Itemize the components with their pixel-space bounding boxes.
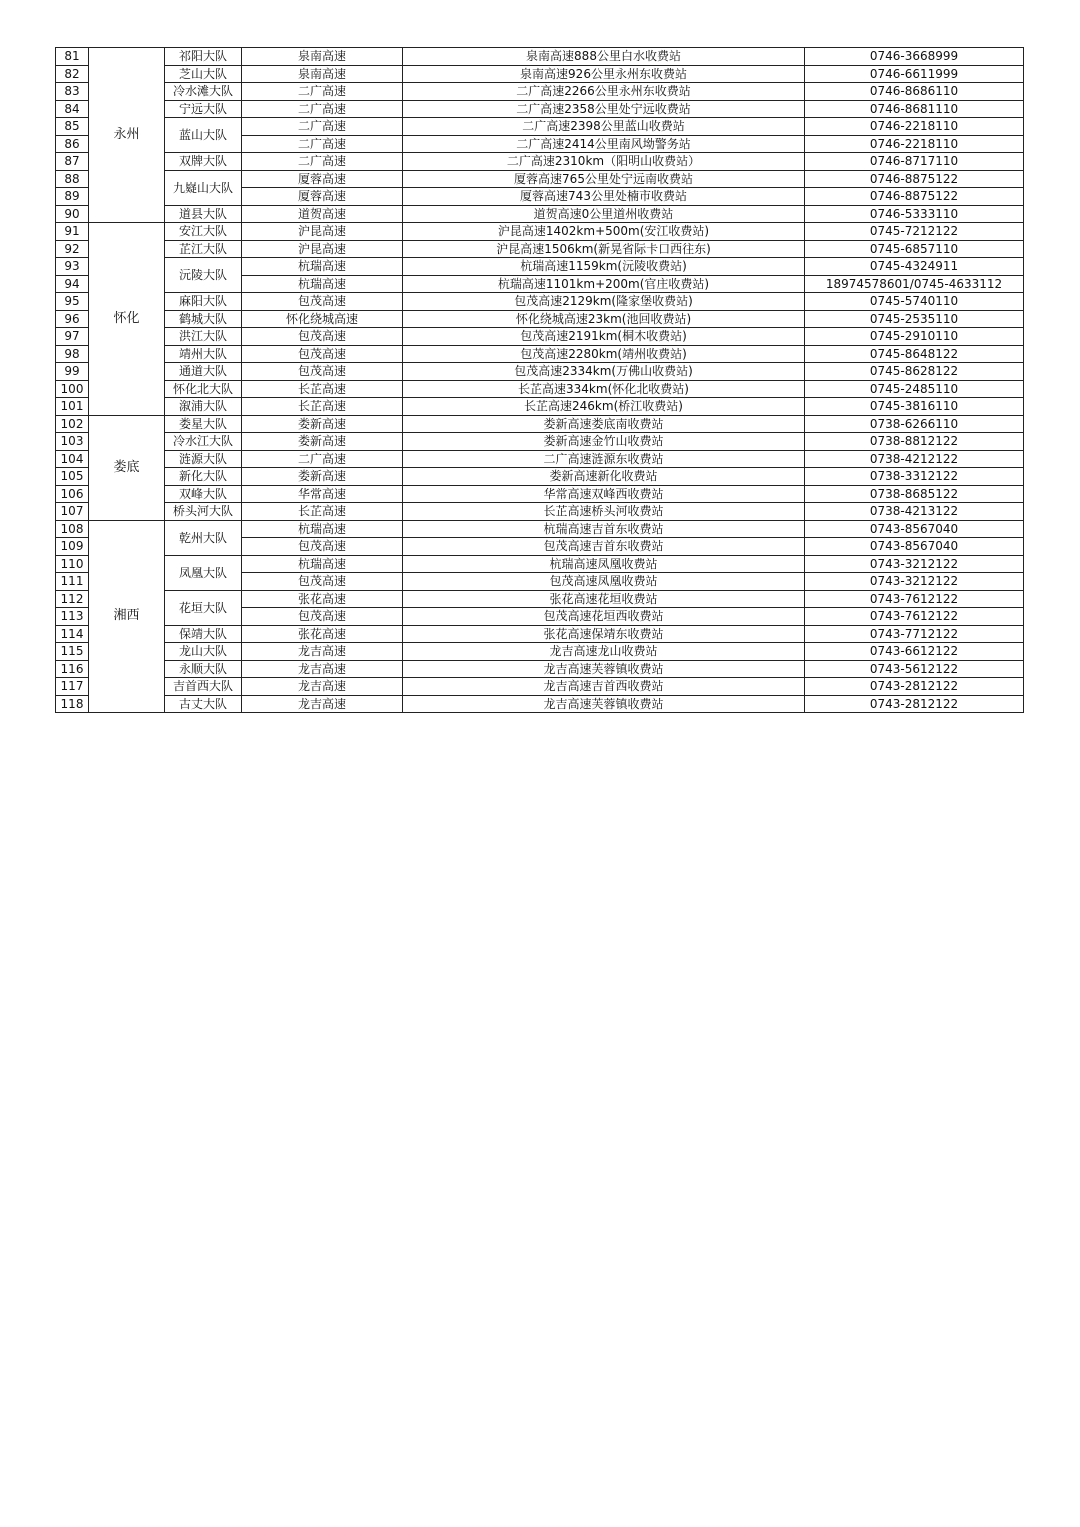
phone-cell: 0745-8648122 [805, 345, 1024, 363]
phone-cell: 0743-7712122 [805, 625, 1024, 643]
team-cell: 靖州大队 [165, 345, 242, 363]
row-number-cell: 111 [56, 573, 89, 591]
team-cell: 冷水江大队 [165, 433, 242, 451]
row-number-cell: 92 [56, 240, 89, 258]
phone-cell: 0745-2485110 [805, 380, 1024, 398]
contact-table [55, 47, 1024, 713]
highway-cell: 二广高速 [242, 135, 403, 153]
row-number-cell: 93 [56, 258, 89, 276]
location-cell: 杭瑞高速凤凰收费站 [403, 555, 805, 573]
team-cell: 麻阳大队 [165, 293, 242, 311]
highway-cell: 长芷高速 [242, 380, 403, 398]
location-cell: 二广高速2358公里处宁远收费站 [403, 100, 805, 118]
table-row [56, 380, 1024, 398]
location-cell: 长芷高速334km(怀化北收费站) [403, 380, 805, 398]
location-cell: 杭瑞高速1159km(沅陵收费站) [403, 258, 805, 276]
location-cell: 包茂高速2129km(隆家堡收费站) [403, 293, 805, 311]
location-cell: 二广高速2310km（阳明山收费站） [403, 153, 805, 171]
team-cell: 芝山大队 [165, 65, 242, 83]
table-row [56, 398, 1024, 416]
highway-cell: 张花高速 [242, 590, 403, 608]
phone-cell: 0743-3212122 [805, 573, 1024, 591]
highway-cell: 包茂高速 [242, 363, 403, 381]
team-cell: 乾州大队 [165, 520, 242, 555]
row-number-cell: 101 [56, 398, 89, 416]
team-cell: 祁阳大队 [165, 48, 242, 66]
team-cell: 溆浦大队 [165, 398, 242, 416]
team-cell: 冷水滩大队 [165, 83, 242, 101]
row-number-cell: 113 [56, 608, 89, 626]
phone-cell: 0745-6857110 [805, 240, 1024, 258]
location-cell: 杭瑞高速1101km+200m(官庄收费站) [403, 275, 805, 293]
contact-table-container [55, 47, 1024, 713]
phone-cell: 0746-8686110 [805, 83, 1024, 101]
table-row [56, 170, 1024, 188]
phone-cell: 0746-5333110 [805, 205, 1024, 223]
highway-cell: 包茂高速 [242, 345, 403, 363]
location-cell: 包茂高速凤凰收费站 [403, 573, 805, 591]
phone-cell: 0746-8681110 [805, 100, 1024, 118]
location-cell: 怀化绕城高速23km(池回收费站) [403, 310, 805, 328]
team-cell: 花垣大队 [165, 590, 242, 625]
row-number-cell: 84 [56, 100, 89, 118]
table-row [56, 293, 1024, 311]
location-cell: 张花高速花垣收费站 [403, 590, 805, 608]
highway-cell: 包茂高速 [242, 608, 403, 626]
table-row [56, 65, 1024, 83]
phone-cell: 0745-8628122 [805, 363, 1024, 381]
table-row [56, 363, 1024, 381]
team-cell: 洪江大队 [165, 328, 242, 346]
row-number-cell: 94 [56, 275, 89, 293]
phone-cell: 0738-8812122 [805, 433, 1024, 451]
phone-cell: 0745-7212122 [805, 223, 1024, 241]
team-cell: 娄星大队 [165, 415, 242, 433]
table-row [56, 468, 1024, 486]
table-row [56, 258, 1024, 276]
city-cell: 永州 [89, 48, 165, 223]
highway-cell: 二广高速 [242, 118, 403, 136]
team-cell: 保靖大队 [165, 625, 242, 643]
location-cell: 泉南高速888公里白水收费站 [403, 48, 805, 66]
row-number-cell: 114 [56, 625, 89, 643]
phone-cell: 0746-2218110 [805, 118, 1024, 136]
team-cell: 芷江大队 [165, 240, 242, 258]
location-cell: 二广高速2266公里永州东收费站 [403, 83, 805, 101]
highway-cell: 包茂高速 [242, 538, 403, 556]
highway-cell: 华常高速 [242, 485, 403, 503]
highway-cell: 龙吉高速 [242, 695, 403, 713]
highway-cell: 娄新高速 [242, 468, 403, 486]
table-row [56, 153, 1024, 171]
team-cell: 通道大队 [165, 363, 242, 381]
highway-cell: 长芷高速 [242, 398, 403, 416]
phone-cell: 0743-8567040 [805, 538, 1024, 556]
row-number-cell: 102 [56, 415, 89, 433]
phone-cell: 0743-5612122 [805, 660, 1024, 678]
row-number-cell: 91 [56, 223, 89, 241]
phone-cell: 0743-6612122 [805, 643, 1024, 661]
row-number-cell: 116 [56, 660, 89, 678]
table-row [56, 223, 1024, 241]
table-row [56, 503, 1024, 521]
phone-cell: 0743-2812122 [805, 695, 1024, 713]
location-cell: 娄新高速新化收费站 [403, 468, 805, 486]
city-cell: 湘西 [89, 520, 165, 713]
table-row [56, 310, 1024, 328]
table-row [56, 205, 1024, 223]
table-row [56, 83, 1024, 101]
row-number-cell: 95 [56, 293, 89, 311]
row-number-cell: 87 [56, 153, 89, 171]
location-cell: 娄新高速金竹山收费站 [403, 433, 805, 451]
row-number-cell: 100 [56, 380, 89, 398]
location-cell: 厦蓉高速743公里处楠市收费站 [403, 188, 805, 206]
highway-cell: 娄新高速 [242, 415, 403, 433]
location-cell: 龙吉高速龙山收费站 [403, 643, 805, 661]
highway-cell: 泉南高速 [242, 65, 403, 83]
phone-cell: 0738-8685122 [805, 485, 1024, 503]
location-cell: 龙吉高速芙蓉镇收费站 [403, 660, 805, 678]
table-row [56, 433, 1024, 451]
row-number-cell: 85 [56, 118, 89, 136]
location-cell: 沪昆高速1402km+500m(安江收费站) [403, 223, 805, 241]
phone-cell: 0746-8717110 [805, 153, 1024, 171]
table-body [56, 48, 1024, 713]
team-cell: 安江大队 [165, 223, 242, 241]
highway-cell: 张花高速 [242, 625, 403, 643]
phone-cell: 0745-3816110 [805, 398, 1024, 416]
highway-cell: 沪昆高速 [242, 223, 403, 241]
phone-cell: 0746-6611999 [805, 65, 1024, 83]
location-cell: 华常高速双峰西收费站 [403, 485, 805, 503]
location-cell: 包茂高速花垣西收费站 [403, 608, 805, 626]
location-cell: 龙吉高速吉首西收费站 [403, 678, 805, 696]
row-number-cell: 88 [56, 170, 89, 188]
row-number-cell: 104 [56, 450, 89, 468]
phone-cell: 0745-2535110 [805, 310, 1024, 328]
location-cell: 包茂高速2191km(桐木收费站) [403, 328, 805, 346]
row-number-cell: 97 [56, 328, 89, 346]
row-number-cell: 81 [56, 48, 89, 66]
table-row [56, 555, 1024, 573]
phone-cell: 0743-7612122 [805, 590, 1024, 608]
row-number-cell: 115 [56, 643, 89, 661]
table-row [56, 590, 1024, 608]
row-number-cell: 103 [56, 433, 89, 451]
table-row [56, 695, 1024, 713]
location-cell: 道贺高速0公里道州收费站 [403, 205, 805, 223]
table-row [56, 520, 1024, 538]
row-number-cell: 118 [56, 695, 89, 713]
highway-cell: 怀化绕城高速 [242, 310, 403, 328]
table-row [56, 643, 1024, 661]
row-number-cell: 98 [56, 345, 89, 363]
row-number-cell: 90 [56, 205, 89, 223]
team-cell: 古丈大队 [165, 695, 242, 713]
team-cell: 新化大队 [165, 468, 242, 486]
highway-cell: 二广高速 [242, 450, 403, 468]
location-cell: 厦蓉高速765公里处宁远南收费站 [403, 170, 805, 188]
team-cell: 双牌大队 [165, 153, 242, 171]
phone-cell: 0743-7612122 [805, 608, 1024, 626]
phone-cell: 0743-2812122 [805, 678, 1024, 696]
team-cell: 龙山大队 [165, 643, 242, 661]
team-cell: 怀化北大队 [165, 380, 242, 398]
phone-cell: 0745-2910110 [805, 328, 1024, 346]
team-cell: 凤凰大队 [165, 555, 242, 590]
location-cell: 娄新高速娄底南收费站 [403, 415, 805, 433]
highway-cell: 杭瑞高速 [242, 275, 403, 293]
row-number-cell: 96 [56, 310, 89, 328]
location-cell: 沪昆高速1506km(新晃省际卡口西往东) [403, 240, 805, 258]
highway-cell: 包茂高速 [242, 328, 403, 346]
location-cell: 二广高速2398公里蓝山收费站 [403, 118, 805, 136]
table-row [56, 485, 1024, 503]
phone-cell: 0746-8875122 [805, 170, 1024, 188]
highway-cell: 长芷高速 [242, 503, 403, 521]
row-number-cell: 117 [56, 678, 89, 696]
highway-cell: 龙吉高速 [242, 678, 403, 696]
city-cell: 娄底 [89, 415, 165, 520]
phone-cell: 0746-3668999 [805, 48, 1024, 66]
table-row [56, 625, 1024, 643]
table-row [56, 660, 1024, 678]
team-cell: 宁远大队 [165, 100, 242, 118]
row-number-cell: 82 [56, 65, 89, 83]
highway-cell: 二广高速 [242, 153, 403, 171]
highway-cell: 二广高速 [242, 100, 403, 118]
team-cell: 道县大队 [165, 205, 242, 223]
highway-cell: 道贺高速 [242, 205, 403, 223]
table-row [56, 240, 1024, 258]
phone-cell: 0738-3312122 [805, 468, 1024, 486]
location-cell: 长芷高速桥头河收费站 [403, 503, 805, 521]
phone-cell: 0745-5740110 [805, 293, 1024, 311]
location-cell: 包茂高速2334km(万佛山收费站) [403, 363, 805, 381]
phone-cell: 0738-4212122 [805, 450, 1024, 468]
location-cell: 包茂高速吉首东收费站 [403, 538, 805, 556]
phone-cell: 0745-4324911 [805, 258, 1024, 276]
highway-cell: 杭瑞高速 [242, 555, 403, 573]
table-row [56, 450, 1024, 468]
location-cell: 杭瑞高速吉首东收费站 [403, 520, 805, 538]
row-number-cell: 99 [56, 363, 89, 381]
table-row [56, 100, 1024, 118]
location-cell: 长芷高速246km(桥江收费站) [403, 398, 805, 416]
team-cell: 吉首西大队 [165, 678, 242, 696]
row-number-cell: 86 [56, 135, 89, 153]
highway-cell: 娄新高速 [242, 433, 403, 451]
row-number-cell: 109 [56, 538, 89, 556]
highway-cell: 包茂高速 [242, 293, 403, 311]
phone-cell: 18974578601/0745-4633112 [805, 275, 1024, 293]
location-cell: 龙吉高速芙蓉镇收费站 [403, 695, 805, 713]
row-number-cell: 107 [56, 503, 89, 521]
location-cell: 张花高速保靖东收费站 [403, 625, 805, 643]
row-number-cell: 110 [56, 555, 89, 573]
row-number-cell: 106 [56, 485, 89, 503]
row-number-cell: 108 [56, 520, 89, 538]
row-number-cell: 89 [56, 188, 89, 206]
team-cell: 蓝山大队 [165, 118, 242, 153]
highway-cell: 包茂高速 [242, 573, 403, 591]
location-cell: 泉南高速926公里永州东收费站 [403, 65, 805, 83]
team-cell: 鹤城大队 [165, 310, 242, 328]
team-cell: 永顺大队 [165, 660, 242, 678]
row-number-cell: 112 [56, 590, 89, 608]
location-cell: 二广高速涟源东收费站 [403, 450, 805, 468]
location-cell: 二广高速2414公里南风坳警务站 [403, 135, 805, 153]
phone-cell: 0746-2218110 [805, 135, 1024, 153]
row-number-cell: 105 [56, 468, 89, 486]
city-cell: 怀化 [89, 223, 165, 416]
location-cell: 包茂高速2280km(靖州收费站) [403, 345, 805, 363]
table-row [56, 345, 1024, 363]
phone-cell: 0738-6266110 [805, 415, 1024, 433]
phone-cell: 0743-3212122 [805, 555, 1024, 573]
highway-cell: 厦蓉高速 [242, 188, 403, 206]
row-number-cell: 83 [56, 83, 89, 101]
highway-cell: 杭瑞高速 [242, 520, 403, 538]
phone-cell: 0738-4213122 [805, 503, 1024, 521]
highway-cell: 龙吉高速 [242, 660, 403, 678]
highway-cell: 二广高速 [242, 83, 403, 101]
highway-cell: 厦蓉高速 [242, 170, 403, 188]
team-cell: 涟源大队 [165, 450, 242, 468]
table-row [56, 118, 1024, 136]
highway-cell: 杭瑞高速 [242, 258, 403, 276]
table-row [56, 328, 1024, 346]
table-row [56, 415, 1024, 433]
highway-cell: 沪昆高速 [242, 240, 403, 258]
team-cell: 九嶷山大队 [165, 170, 242, 205]
highway-cell: 泉南高速 [242, 48, 403, 66]
team-cell: 双峰大队 [165, 485, 242, 503]
team-cell: 沅陵大队 [165, 258, 242, 293]
phone-cell: 0743-8567040 [805, 520, 1024, 538]
highway-cell: 龙吉高速 [242, 643, 403, 661]
table-row [56, 48, 1024, 66]
table-row [56, 678, 1024, 696]
phone-cell: 0746-8875122 [805, 188, 1024, 206]
team-cell: 桥头河大队 [165, 503, 242, 521]
